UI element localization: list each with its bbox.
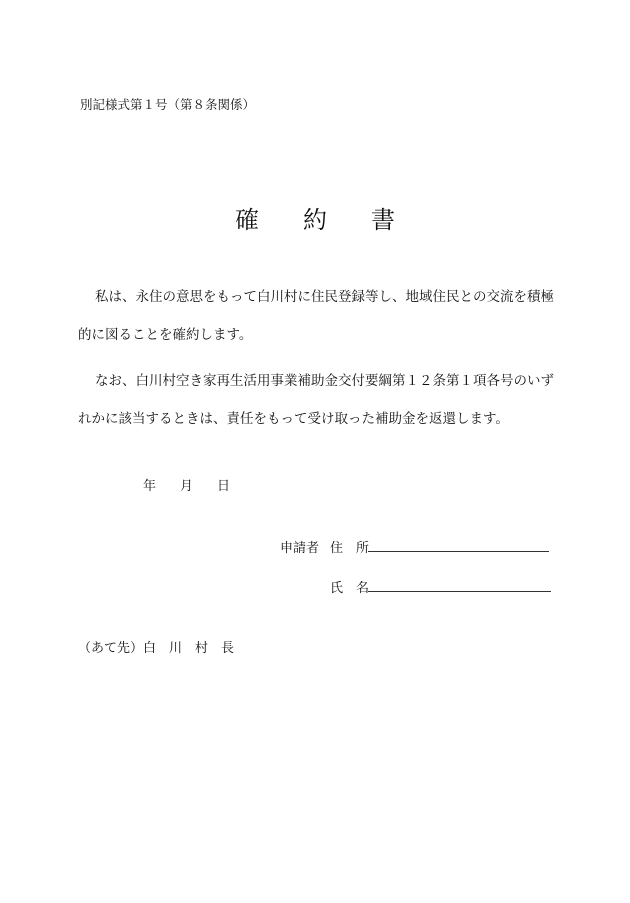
- name-field-line: [368, 591, 551, 592]
- body-line-1: 私は、永住の意思をもって白川村に住民登録等し、地域住民との交流を積極: [95, 289, 554, 305]
- title-char-3: 書: [371, 206, 395, 234]
- document-title: [0, 200, 630, 235]
- body-line-4: れかに該当するときは、責任をもって受け取った補助金を返還します。: [78, 411, 509, 427]
- title-char-1: 確: [235, 206, 259, 234]
- body-line-2: 的に図ることを確約します。: [78, 327, 253, 343]
- applicant-label: 申請者: [280, 541, 320, 556]
- address-field-line: [368, 551, 549, 552]
- address-label: 住 所: [330, 541, 370, 556]
- title-char-2: 約: [303, 206, 327, 234]
- addressee: （あて先）白 川 村 長: [78, 641, 235, 656]
- name-label: 氏 名: [330, 581, 370, 596]
- form-number: 別記様式第１号（第８条関係）: [80, 97, 256, 112]
- date-month-label: 月: [180, 479, 194, 494]
- date-day-label: 日: [217, 479, 231, 494]
- body-line-3: なお、白川村空き家再生活用事業補助金交付要綱第１２条第１項各号のいず: [95, 373, 554, 389]
- date-year-label: 年: [143, 479, 157, 494]
